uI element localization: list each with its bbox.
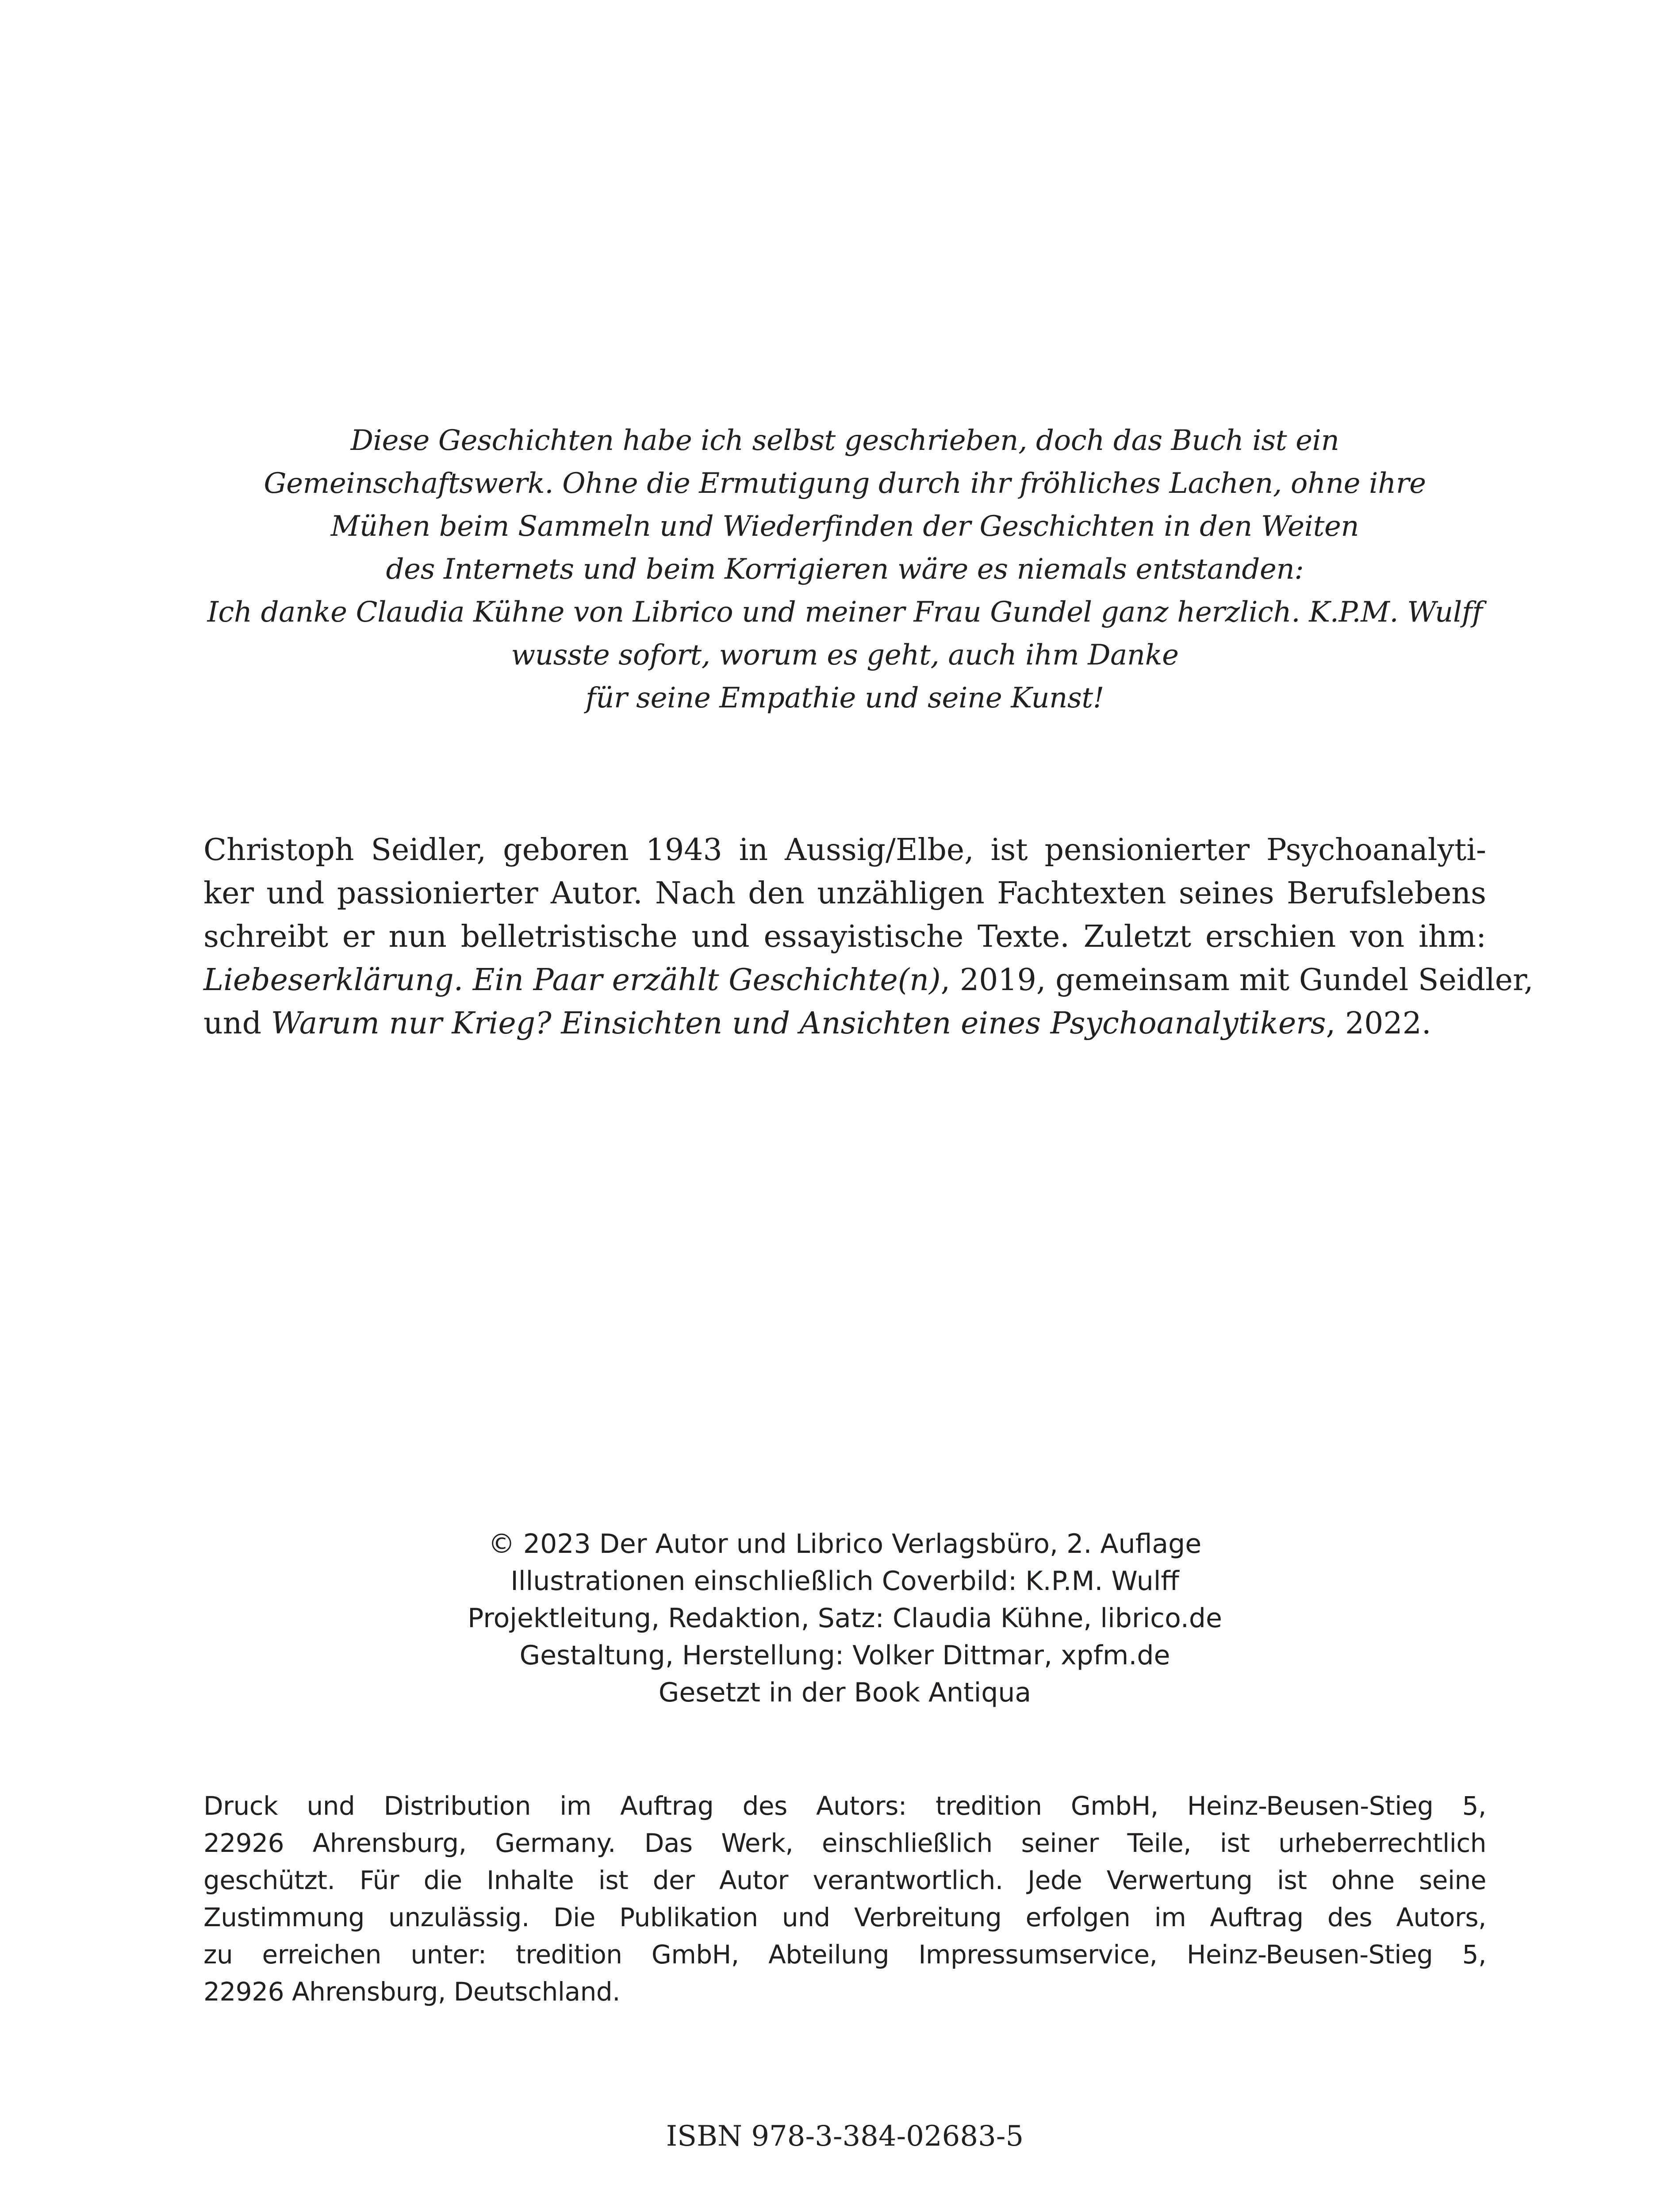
printing-notice (203, 1787, 1486, 2010)
book-title: Liebeserklärung. Ein Paar erzählt Geschichte(n) (203, 963, 941, 998)
printing-line: zu erreichen unter: tredition GmbH, Abteilung Impressumservice, Heinz-Beusen-Stieg 5, (203, 1939, 1486, 1970)
credits-line: Gestaltung, Herstellung: Volker Dittmar, xpfm.de (519, 1640, 1170, 1671)
dedication-line: Mühen beim Sammeln und Wiederfinden der Geschichten in den Weiten (330, 510, 1359, 543)
bio-text: , 2019, gemeinsam mit Gundel Seidler, (940, 963, 1534, 998)
printing-line: 22926 Ahrensburg, Deutschland. (203, 1977, 621, 2007)
dedication-line: des Internets und beim Korrigieren wäre es niemals entstanden: (386, 553, 1304, 586)
copyright-line: © 2023 Der Autor und Librico Verlagsbüro, 2. Auflage (488, 1528, 1202, 1559)
printing-line: 22926 Ahrensburg, Germany. Das Werk, einschließlich seiner Teile, ist urheberrechtlich (203, 1828, 1486, 1858)
printing-line: Druck und Distribution im Auftrag des Autors: tredition GmbH, Heinz-Beusen-Stieg 5, (203, 1791, 1486, 1821)
bio-line: ker und passionierter Autor. Nach den unzähligen Fachtexten seines Berufslebens (203, 876, 1486, 911)
author-bio (203, 829, 1534, 1045)
credits (203, 1525, 1486, 1711)
isbn: ISBN 978-3-384-02683-5 (666, 2120, 1024, 2153)
bio-text: und (203, 1006, 271, 1041)
dedication-line: wusste sofort, worum es geht, auch ihm Danke (511, 639, 1179, 672)
bio-line: Christoph Seidler, geboren 1943 in Aussig/Elbe, ist pensionierter Psychoanalyti- (203, 833, 1486, 868)
printing-line: geschützt. Für die Inhalte ist der Autor verantwortlich. Jede Verwertung ist ohne seine (203, 1865, 1486, 1895)
printing-line: Zustimmung unzulässig. Die Publikation und Verbreitung erfolgen im Auftrag des Autors, (203, 1902, 1486, 1932)
dedication-line: Ich danke Claudia Kühne von Librico und meiner Frau Gundel ganz herzlich. K.P.M. Wulff (207, 596, 1483, 629)
bio-text: , 2022. (1326, 1006, 1431, 1041)
dedication-line: für seine Empathie und seine Kunst! (585, 682, 1104, 714)
credits-line: Illustrationen einschließlich Coverbild: K.P.M. Wulff (510, 1566, 1179, 1597)
dedication-line: Diese Geschichten habe ich selbst geschrieben, doch das Buch ist ein (350, 424, 1339, 457)
bio-line (203, 1002, 1486, 1045)
credits-line: Gesetzt in der Book Antiqua (658, 1677, 1032, 1708)
book-title: Warum nur Krieg? Einsichten und Ansichten eines Psychoanalytikers (271, 1006, 1326, 1041)
dedication-text (203, 419, 1486, 720)
bio-line: schreibt er nun belletristische und essayistische Texte. Zuletzt erschien von ihm: (203, 919, 1486, 954)
dedication-line: Gemeinschaftswerk. Ohne die Ermutigung durch ihr fröhliches Lachen, ohne ihre (264, 467, 1426, 500)
bio-line (203, 959, 1534, 1002)
credits-line: Projektleitung, Redaktion, Satz: Claudia Kühne, librico.de (468, 1603, 1222, 1634)
